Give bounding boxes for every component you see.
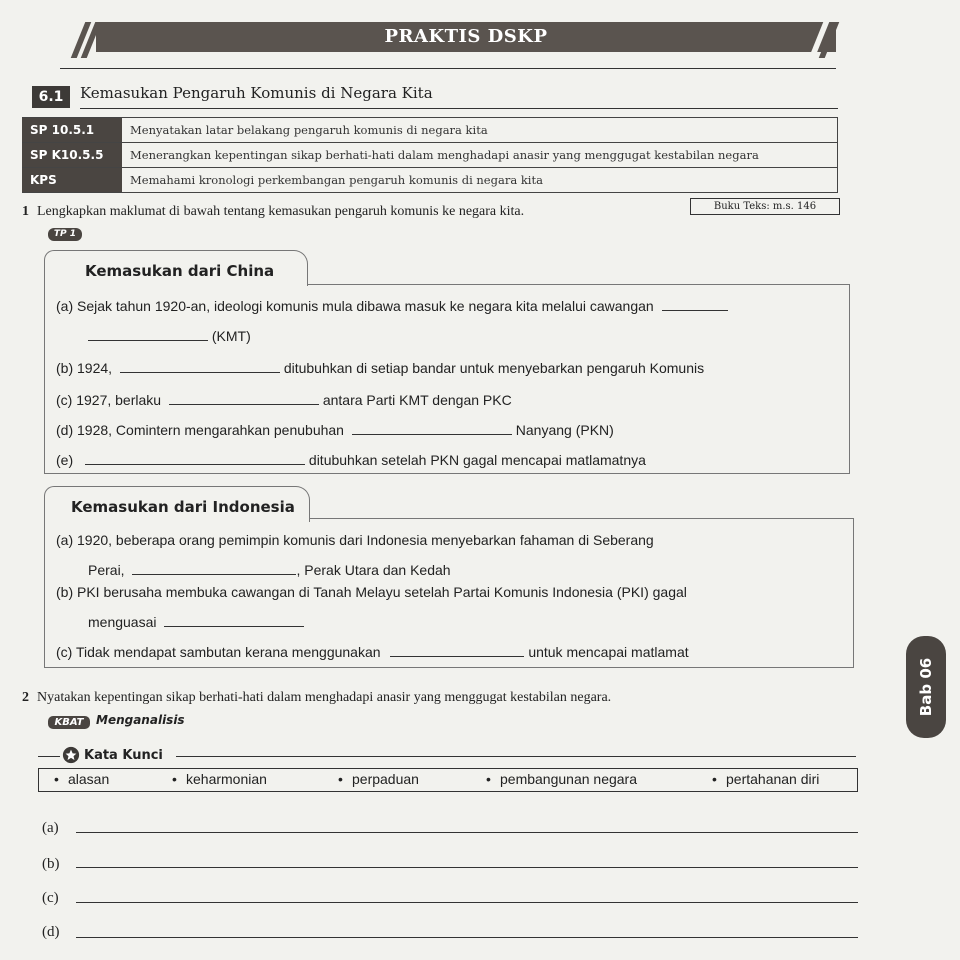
- standards-row: [22, 168, 838, 193]
- standard-code: KPS: [22, 168, 122, 192]
- china-item-d: [56, 422, 614, 438]
- indonesia-item-a-cont: [88, 562, 451, 578]
- china-item-c: [56, 392, 512, 408]
- page-header-title: PRAKTIS DSKP: [384, 26, 548, 47]
- indonesia-item-b: [56, 584, 687, 600]
- china-item-e-text-2: ditubuhkan setelah PKN gagal mencapai matlamatnya: [308, 452, 646, 468]
- indonesia-item-c-text: (c) Tidak mendapat sambutan kerana menggunakan: [56, 644, 381, 660]
- answer-blank[interactable]: [169, 392, 319, 405]
- kata-kunci-title: Kata Kunci: [84, 748, 163, 763]
- question-text: Lengkapkan maklumat di bawah tentang kemasukan pengaruh komunis ke negara kita.: [37, 204, 525, 219]
- header-rule: [60, 68, 836, 69]
- standard-description: Memahami kronologi perkembangan pengaruh komunis di negara kita: [122, 168, 838, 192]
- answer-label: (d): [42, 924, 60, 940]
- indonesia-item-a-cont-text: Perai,: [88, 562, 125, 578]
- china-item-e-text: (e): [56, 452, 74, 468]
- answer-blank[interactable]: [390, 644, 524, 657]
- china-item-a-cont-text: (KMT): [211, 328, 251, 344]
- answer-label: (a): [42, 820, 59, 836]
- china-item-c-text-2: antara Parti KMT dengan PKC: [322, 392, 512, 408]
- china-item-d-text-2: Nanyang (PKN): [515, 422, 614, 438]
- answer-label: (b): [42, 856, 60, 872]
- answer-blank[interactable]: [132, 562, 296, 575]
- answer-label: (c): [42, 890, 59, 906]
- china-item-e: [56, 452, 646, 468]
- kata-kunci-rule-left: [38, 756, 60, 757]
- answer-blank[interactable]: [662, 298, 728, 311]
- standards-table: [22, 117, 838, 193]
- answer-line[interactable]: [76, 902, 858, 903]
- indonesia-heading-tab: [44, 486, 310, 522]
- answer-blank[interactable]: [88, 328, 208, 341]
- china-item-a-cont: [88, 328, 251, 344]
- tp-level-tag: TP 1: [48, 228, 82, 241]
- keyword-item: • perpaduan: [352, 771, 419, 787]
- standard-description: Menerangkan kepentingan sikap berhati-hati dalam menghadapi anasir yang menggugat kestabilan negara: [122, 143, 838, 167]
- answer-line[interactable]: [76, 937, 858, 938]
- indonesia-item-a: [56, 532, 654, 548]
- china-item-d-text: (d) 1928, Comintern mengarahkan penubuhan: [56, 422, 344, 438]
- indonesia-item-b-cont: [88, 614, 304, 630]
- question-1: [22, 204, 524, 220]
- standard-description: Menyatakan latar belakang pengaruh komunis di negara kita: [122, 118, 838, 142]
- keyword-item: • pembangunan negara: [500, 771, 637, 787]
- china-heading: Kemasukan dari China: [85, 262, 275, 280]
- china-item-c-text: (c) 1927, berlaku: [56, 392, 162, 408]
- standard-code: SP K10.5.5: [22, 143, 122, 167]
- indonesia-item-b-text: (b) PKI berusaha membuka cawangan di Tanah Melayu setelah Partai Komunis Indonesia (PKI) gagal: [56, 584, 687, 600]
- standards-row: [22, 118, 838, 143]
- keyword-item: • keharmonian: [186, 771, 267, 787]
- indonesia-item-c-text-2: untuk mencapai matlamat: [528, 644, 689, 660]
- answer-blank[interactable]: [352, 422, 512, 435]
- china-heading-tab: [44, 250, 308, 286]
- answer-line[interactable]: [76, 832, 858, 833]
- kata-kunci-rule: [176, 756, 856, 757]
- china-item-b-text-2: ditubuhkan di setiap bandar untuk menyebarkan pengaruh Komunis: [283, 360, 705, 376]
- keyword-item: • pertahanan diri: [726, 771, 819, 787]
- answer-blank[interactable]: [164, 614, 304, 627]
- kbat-tag: KBAT: [48, 716, 90, 729]
- china-item-b-text: (b) 1924,: [56, 360, 113, 376]
- question-2: [22, 690, 611, 706]
- answer-line[interactable]: [76, 867, 858, 868]
- indonesia-item-c: [56, 644, 689, 660]
- answer-blank[interactable]: [120, 360, 280, 373]
- indonesia-item-a-text: (a) 1920, beberapa orang pemimpin komunis dari Indonesia menyebarkan fahaman di Seberang: [56, 532, 654, 548]
- question-number: 2: [22, 690, 29, 705]
- question-text: Nyatakan kepentingan sikap berhati-hati dalam menghadapi anasir yang menggugat kestabilan negara.: [37, 690, 612, 705]
- section-title-rule: [80, 108, 838, 109]
- header-banner: [96, 22, 836, 52]
- china-item-b: [56, 360, 704, 376]
- china-item-a-text: (a) Sejak tahun 1920-an, ideologi komunis mula dibawa masuk ke negara kita melalui cawangan: [56, 298, 654, 314]
- chapter-side-label: Bab 06: [917, 657, 936, 717]
- keyword-item: • alasan: [68, 771, 109, 787]
- china-item-a: [56, 298, 728, 314]
- indonesia-item-b-cont-text: menguasai: [88, 614, 157, 630]
- question-number: 1: [22, 204, 29, 219]
- standards-row: [22, 143, 838, 168]
- answer-blank[interactable]: [85, 452, 305, 465]
- kbat-skill-label: Menganalisis: [96, 713, 185, 727]
- section-title: Kemasukan Pengaruh Komunis di Negara Kita: [80, 84, 433, 102]
- indonesia-heading: Kemasukan dari Indonesia: [71, 498, 295, 516]
- standard-code: SP 10.5.1: [22, 118, 122, 142]
- chapter-side-tab: [906, 636, 946, 738]
- star-badge-icon: [62, 746, 80, 764]
- indonesia-item-a-cont-text-2: , Perak Utara dan Kedah: [296, 562, 451, 578]
- section-number-badge: 6.1: [32, 86, 70, 108]
- textbook-reference: Buku Teks: m.s. 146: [690, 198, 840, 215]
